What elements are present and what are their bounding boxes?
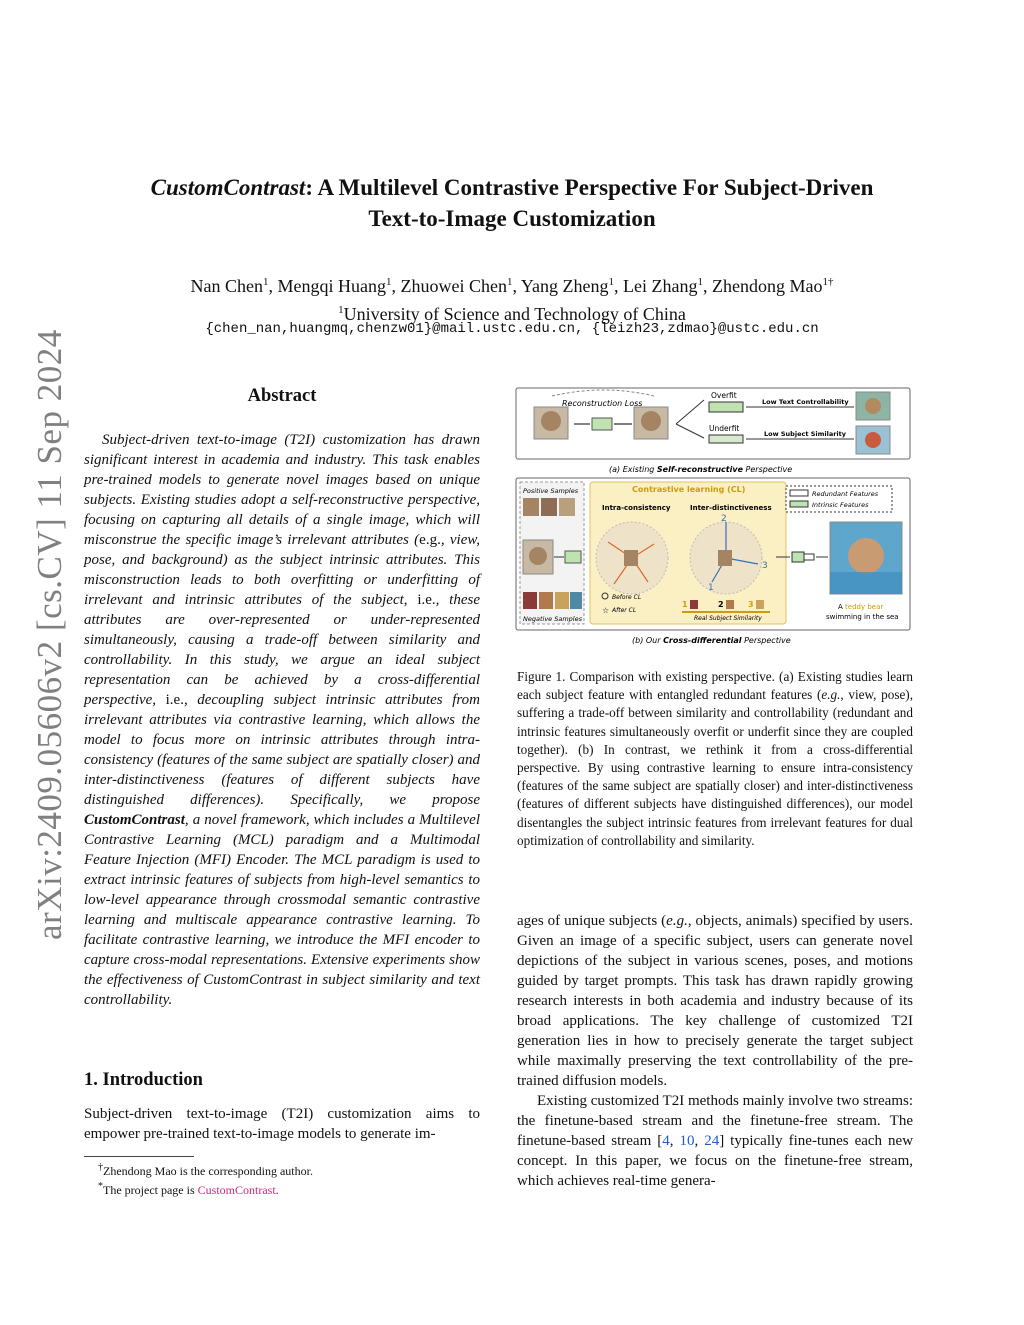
feature-block xyxy=(804,554,814,560)
citation-link[interactable]: 4 xyxy=(662,1133,670,1149)
sim-thumb xyxy=(690,600,698,609)
footnote-mark: † xyxy=(98,1162,103,1173)
low-text-ctrl-label: Low Text Controllability xyxy=(762,398,849,406)
citation-link[interactable]: 10 xyxy=(679,1133,695,1149)
cl-title: Contrastive learning (CL) xyxy=(632,485,746,494)
author: Yang Zheng xyxy=(520,276,609,296)
author: Zhuowei Chen xyxy=(400,276,507,296)
before-cl-label: Before CL xyxy=(612,594,642,601)
author-sep: , xyxy=(391,276,401,296)
paper-title xyxy=(90,172,934,234)
teddy-thumb xyxy=(541,411,561,431)
teddy-thumb xyxy=(641,411,661,431)
project-link[interactable]: CustomContrast xyxy=(197,1183,276,1197)
low-subj-sim-label: Low Subject Similarity xyxy=(764,430,846,438)
footnote-rule xyxy=(84,1156,194,1157)
negative-samples-label: Negative Samples xyxy=(523,615,582,623)
legend-intrinsic-swatch xyxy=(790,501,808,507)
feature-block xyxy=(565,551,581,563)
author-sep: , xyxy=(702,276,712,296)
title-rest: : A Multilevel Contrastive Perspective For Subject-Driven xyxy=(305,175,874,200)
real-similarity-label: Real Subject Similarity xyxy=(694,615,762,622)
caption-b xyxy=(632,636,791,645)
recon-loss-label: Reconstruction Loss xyxy=(562,399,643,408)
star-icon: ☆ xyxy=(602,606,610,615)
pos-sample xyxy=(541,498,557,516)
abstract-text: Subject-driven text-to-image (T2I) customization has drawn significant interest in academia and industry. This task enables pre-trained models to generate novel images based on unique subjects. Existing studies adopt a self-reconstructive perspective, focusing on capturing all details of a single image, which will misconstrue the specific image’s irrelevant attributes ( xyxy=(84,432,480,548)
caption-a-post: Perspective xyxy=(743,465,793,474)
anchor-thumb xyxy=(624,550,638,566)
caption-b-post: Perspective xyxy=(741,636,791,645)
caption-b-bold: Cross-differential xyxy=(663,636,742,645)
author-block xyxy=(90,270,934,326)
sea-water xyxy=(830,572,902,594)
title-brand: CustomContrast xyxy=(150,175,306,200)
author-emails: {chen_nan,huangmq,chenzw01}@mail.ustc.edu.cn, {leizh23,zdmao}@ustc.edu.cn xyxy=(205,321,819,337)
author-sep: , xyxy=(614,276,623,296)
section-heading-introduction: 1. Introduction xyxy=(84,1070,203,1090)
abstract-eg: e.g. xyxy=(419,532,441,548)
cite-sep: , xyxy=(694,1133,705,1149)
footnote-text: The project page is xyxy=(103,1183,198,1197)
author: Nan Chen xyxy=(190,276,264,296)
footnote-text: . xyxy=(275,1183,279,1197)
author-sup: 1 xyxy=(386,276,392,288)
overfit-label: Overfit xyxy=(711,391,737,400)
intro-paragraph: Subject-driven text-to-image (T2I) customization aims to empower pre-trained text-to-image models to generate im- xyxy=(84,1106,480,1142)
abstract-ie: i.e. xyxy=(417,592,436,608)
figure-1-caption xyxy=(517,668,913,850)
teddy-thumb xyxy=(865,432,881,448)
cite-sep: , xyxy=(669,1133,680,1149)
sim-rank-2: 2 xyxy=(718,600,724,609)
after-cl-label: After CL xyxy=(612,607,637,614)
teddy-thumb xyxy=(529,547,547,565)
body-eg: e.g. xyxy=(666,913,688,929)
abstract-paragraph xyxy=(84,430,480,1010)
author-sup: 1† xyxy=(822,276,834,288)
caption-a xyxy=(609,465,792,474)
footnote-project xyxy=(84,1179,480,1198)
rank-2-marker: 2 xyxy=(721,514,727,524)
teddy-in-sea xyxy=(848,538,884,574)
figure-1 xyxy=(514,386,914,652)
abstract-text: , these attributes are over-represented or under-represented simultaneously, causing a trade-off between similarity and controllability. In this study, we argue an ideal subject representation can be achieved by a cross-differential perspective, xyxy=(84,592,480,708)
author: Mengqi Huang xyxy=(277,276,386,296)
sim-rank-3: 3 xyxy=(748,600,754,609)
author-sep: , xyxy=(268,276,278,296)
abstract-text: , view, pose, and background) as the subject intrinsic attributes. This misconstruction leads to both overfitting or underfitting of irrelevant and intrinsic attributes of the subject, xyxy=(84,532,481,608)
sim-thumb xyxy=(756,600,764,609)
caption-eg: e.g. xyxy=(821,687,841,703)
intro-continued xyxy=(517,911,913,1191)
body-text: Existing customized T2I methods mainly involve two streams: the finetune-based stream and the finetune-free stream. The finetune-based stream [ xyxy=(517,1093,913,1149)
footnote-text: Zhendong Mao is the corresponding author. xyxy=(103,1164,313,1178)
abstract-text: , a novel framework, which includes a Multilevel Contrastive Learning (MCL) paradigm and a Multimodal Feature Injection (MFI) Encoder. The MCL paradigm is used to extract intrinsic features of subjects from high-level semantics to low-level appearance through crossmodal semantic contrastive learning and multiscale appearance contrastive learning. To facilitate contrastive learning, we introduce the MFI encoder to capture cross-modal representations. Extensive experiments show the effectiveness of CustomContrast in subject similarity and text controllability. xyxy=(84,812,480,1008)
abstract-brand: CustomContrast xyxy=(84,812,185,828)
legend-intrinsic: Intrinsic Features xyxy=(812,501,869,509)
positive-samples-label: Positive Samples xyxy=(523,487,579,495)
author: Zhendong Mao xyxy=(711,276,823,296)
abstract-body xyxy=(84,430,480,1010)
output-prompt-2: swimming in the sea xyxy=(826,613,899,621)
title-line2: Text-to-Image Customization xyxy=(368,206,656,231)
rank-1-marker: 1 xyxy=(708,583,714,593)
neg-sample xyxy=(570,592,582,609)
author-sep: , xyxy=(512,276,521,296)
anchor-thumb xyxy=(718,550,732,566)
body-text: ] typically fine-tunes each new concept. In this paper, we focus on the finetune-free stream, which achieves real-time genera- xyxy=(517,1133,914,1189)
affiliation-name: University of Science and Technology of China xyxy=(343,304,686,324)
caption-b-pre: (b) Our xyxy=(632,636,664,645)
output-prompt-1 xyxy=(838,603,883,611)
intro-body xyxy=(84,1104,480,1144)
footnote-corresponding xyxy=(84,1160,480,1179)
inter-label: Inter-distinctiveness xyxy=(690,504,772,512)
affiliation-sup: 1 xyxy=(338,304,344,316)
prompt-teddy: teddy bear xyxy=(845,603,884,611)
footnote-mark: * xyxy=(98,1181,103,1192)
abstract-heading: Abstract xyxy=(247,386,317,406)
intra-label: Intra-consistency xyxy=(602,504,671,512)
caption-a-pre: (a) Existing xyxy=(609,465,657,474)
author-list xyxy=(90,270,934,298)
similarity-bar xyxy=(682,611,770,613)
body-text: , objects, animals) specified by users. Given an image of a specific subject, users can generate novel depictions of the subject in various scenes, poses, and motions guided by target prompts. This task has drawn rapidly growing research interests in both academia and industry because of its broad applications. The key challenge of customized T2I generation lies in how to precisely generate the target subject while maximally preserving the text controllability of the pre-trained diffusion models. xyxy=(517,913,914,1089)
rank-3-marker: 3 xyxy=(762,561,768,571)
author-sup: 1 xyxy=(506,276,513,288)
overfit-block xyxy=(709,402,743,412)
neg-sample xyxy=(555,592,569,609)
author: Lei Zhang xyxy=(623,276,698,296)
body-text: ages of unique subjects ( xyxy=(517,913,667,929)
author-sup: 1 xyxy=(263,276,269,288)
footnotes xyxy=(84,1160,480,1198)
legend-redundant-swatch xyxy=(790,490,808,496)
underfit-block xyxy=(709,435,743,443)
pos-sample xyxy=(523,498,539,516)
legend-redundant: Redundant Features xyxy=(812,490,879,498)
feature-block xyxy=(592,418,612,430)
caption-text: Figure 1. Comparison with existing perspective. (a) Existing studies learn each subject feature with entangled redundant features ( xyxy=(517,669,913,703)
teddy-thumb xyxy=(865,398,881,414)
neg-sample xyxy=(539,592,553,609)
underfit-label: Underfit xyxy=(709,424,740,433)
caption-text: , view, pose), suffering a trade-off between similarity and controllability (redundant and intrinsic features simultaneously overfit or underfit since they are coupled together). (b) In contrast, we rethink it from a cross-differential perspective. By using contrastive learning to ensure intra-consistency (features of the same subject are spatially closer) and inter-distinctiveness (features of different subjects have distinguished differences), our model disentangles the subject intrinsic features from irrelevant features for dual optimization of controllability and similarity. xyxy=(517,687,913,848)
intro-paragraph xyxy=(517,911,913,1091)
sim-rank-1: 1 xyxy=(682,600,688,609)
neg-sample xyxy=(523,592,537,609)
intro-paragraph xyxy=(517,1091,913,1191)
arxiv-identifier: arXiv:2409.05606v2 [cs.CV] 11 Sep 2024 xyxy=(30,329,69,940)
feature-block xyxy=(792,552,804,562)
citation-link[interactable]: 24 xyxy=(704,1133,720,1149)
abstract-ie: i.e. xyxy=(165,692,184,708)
caption-a-bold: Self-reconstructive xyxy=(656,465,743,474)
author-sup: 1 xyxy=(608,276,614,288)
abstract-text: , decoupling subject intrinsic attributes from irrelevant attributes via contrastive learning, which allows the model to focus more on intrinsic attributes through intra-consistency (features of the same subject are spatially closer) and inter-distinctiveness (features of different subjects have distinguished differences). Specifically, we propose xyxy=(84,692,480,808)
pos-sample xyxy=(559,498,575,516)
sim-thumb xyxy=(726,600,734,609)
prompt-a: A xyxy=(838,603,846,611)
author-sup: 1 xyxy=(697,276,703,288)
